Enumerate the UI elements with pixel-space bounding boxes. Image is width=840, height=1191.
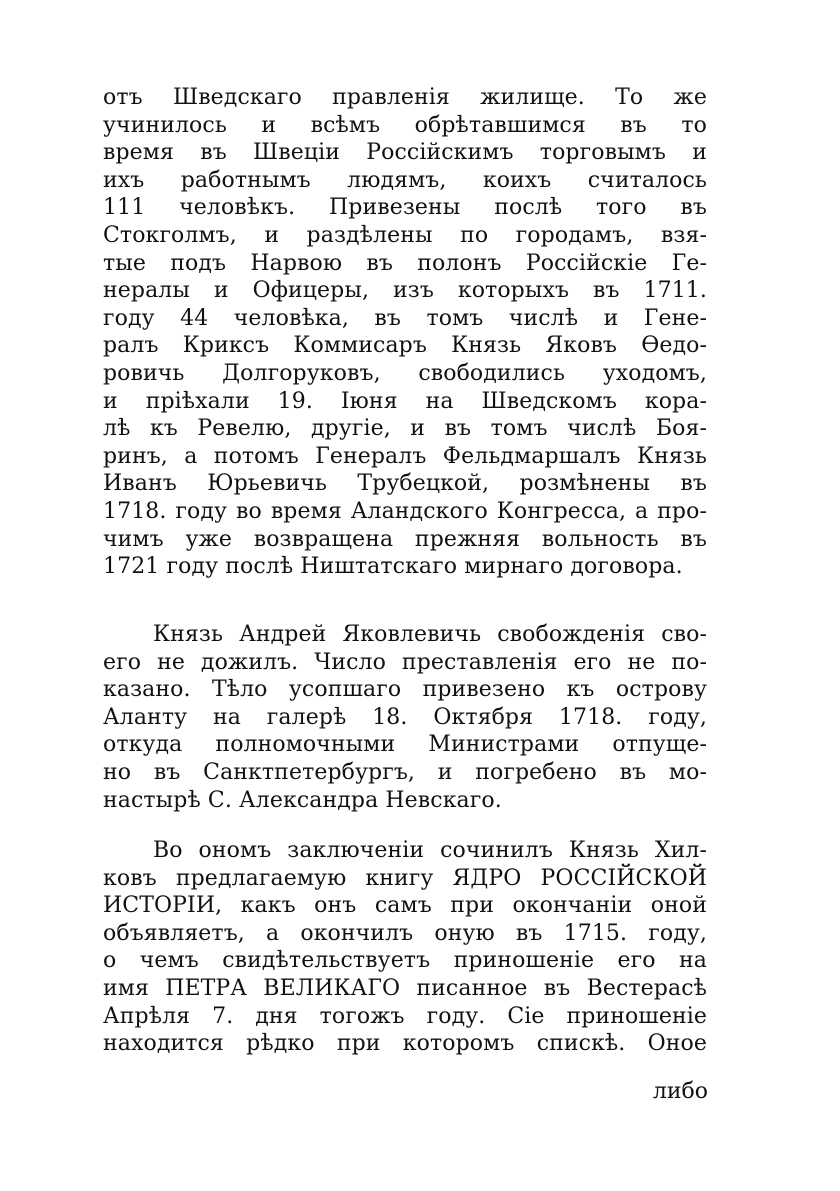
text-line: 111 человѣкъ. Привезены послѣ того въ [103, 195, 707, 221]
text-line: чимъ уже возвращена прежняя вольность въ [103, 526, 707, 552]
text-line: находится рѣдко при которомъ спискѣ. Оное [103, 1031, 707, 1057]
text-line: Иванъ Юрьевичь Трубецкой, розмѣнены въ [103, 471, 707, 497]
text-line: о чемъ свидѣтельствуетъ приношеніе его на [103, 948, 707, 974]
text-line: ринъ, а потомъ Генералъ Фельдмаршалъ Князь [103, 443, 707, 469]
catchword: либо [652, 1079, 708, 1104]
text-line: отъ Шведскаго правленія жилище. То же [103, 85, 707, 110]
paragraph-3 [103, 837, 707, 1058]
text-line: и прiѣхали 19. Іюня на Шведскомъ кора- [103, 388, 707, 414]
paragraph-2 [103, 621, 707, 814]
text-line: ковъ предлагаемую книгу ЯДРО РОССІЙСКОЙ [103, 865, 707, 891]
text-line: но въ Санктпетербургъ, и погребено въ мо- [103, 759, 707, 785]
text-line: время въ Швеціи Россійскимъ торговымъ и [103, 140, 707, 166]
text-line: Во ономъ заключеніи сочинилъ Князь Хил- [153, 838, 707, 863]
text-line: ихъ работнымъ людямъ, коихъ считалось [103, 167, 707, 193]
text-line: имя ПЕТРА ВЕЛИКАГО писанное въ Вестерасѣ [103, 975, 707, 1001]
text-line: ралъ Криксъ Коммисаръ Князь Яковъ Ѳедо- [103, 333, 707, 359]
text-line: объявляетъ, а окончилъ оную въ 1715. году, [103, 920, 707, 946]
text-line: его не дожилъ. Число преставленія его не по- [103, 649, 707, 675]
text-line: году 44 человѣка, въ томъ числѣ и Гене- [103, 305, 707, 331]
text-line: казано. Тѣло усопшаго привезено къ острову [103, 677, 707, 703]
text-line: Князь Андрей Яковлевичь свобожденія сво- [153, 622, 707, 647]
text-line: откуда полномочными Министрами отпуще- [103, 732, 707, 758]
text-line: лѣ къ Ревелю, другіе, и въ томъ числѣ Боя- [103, 416, 707, 442]
text-line: настырѣ С. Александра Невскаго. [103, 787, 502, 813]
paragraph-1 [103, 84, 707, 581]
text-line: учинилось и всѣмъ обрѣтавшимся въ то [103, 112, 707, 138]
text-line: нералы и Офицеры, изъ которыхъ въ 1711. [103, 278, 707, 304]
text-line: ИСТОРІИ, какъ онъ самъ при окончаніи оной [103, 893, 707, 919]
text-line: Аланту на галерѣ 18. Октября 1718. году, [103, 704, 707, 730]
text-line: ровичь Долгоруковъ, свободились уходомъ, [103, 360, 707, 386]
text-line: Апрѣля 7. дня тогожъ году. Сіе приношеніе [103, 1003, 707, 1029]
text-line: Стокголмъ, и раздѣлены по городамъ, взя- [103, 222, 707, 248]
text-line: тые подъ Нарвою въ полонъ Россійскіе Ге- [103, 250, 707, 276]
text-line: 1718. году во время Аландского Конгресса, а про- [103, 498, 707, 524]
text-line: 1721 году послѣ Ништатскаго мирнаго договора. [103, 554, 683, 580]
